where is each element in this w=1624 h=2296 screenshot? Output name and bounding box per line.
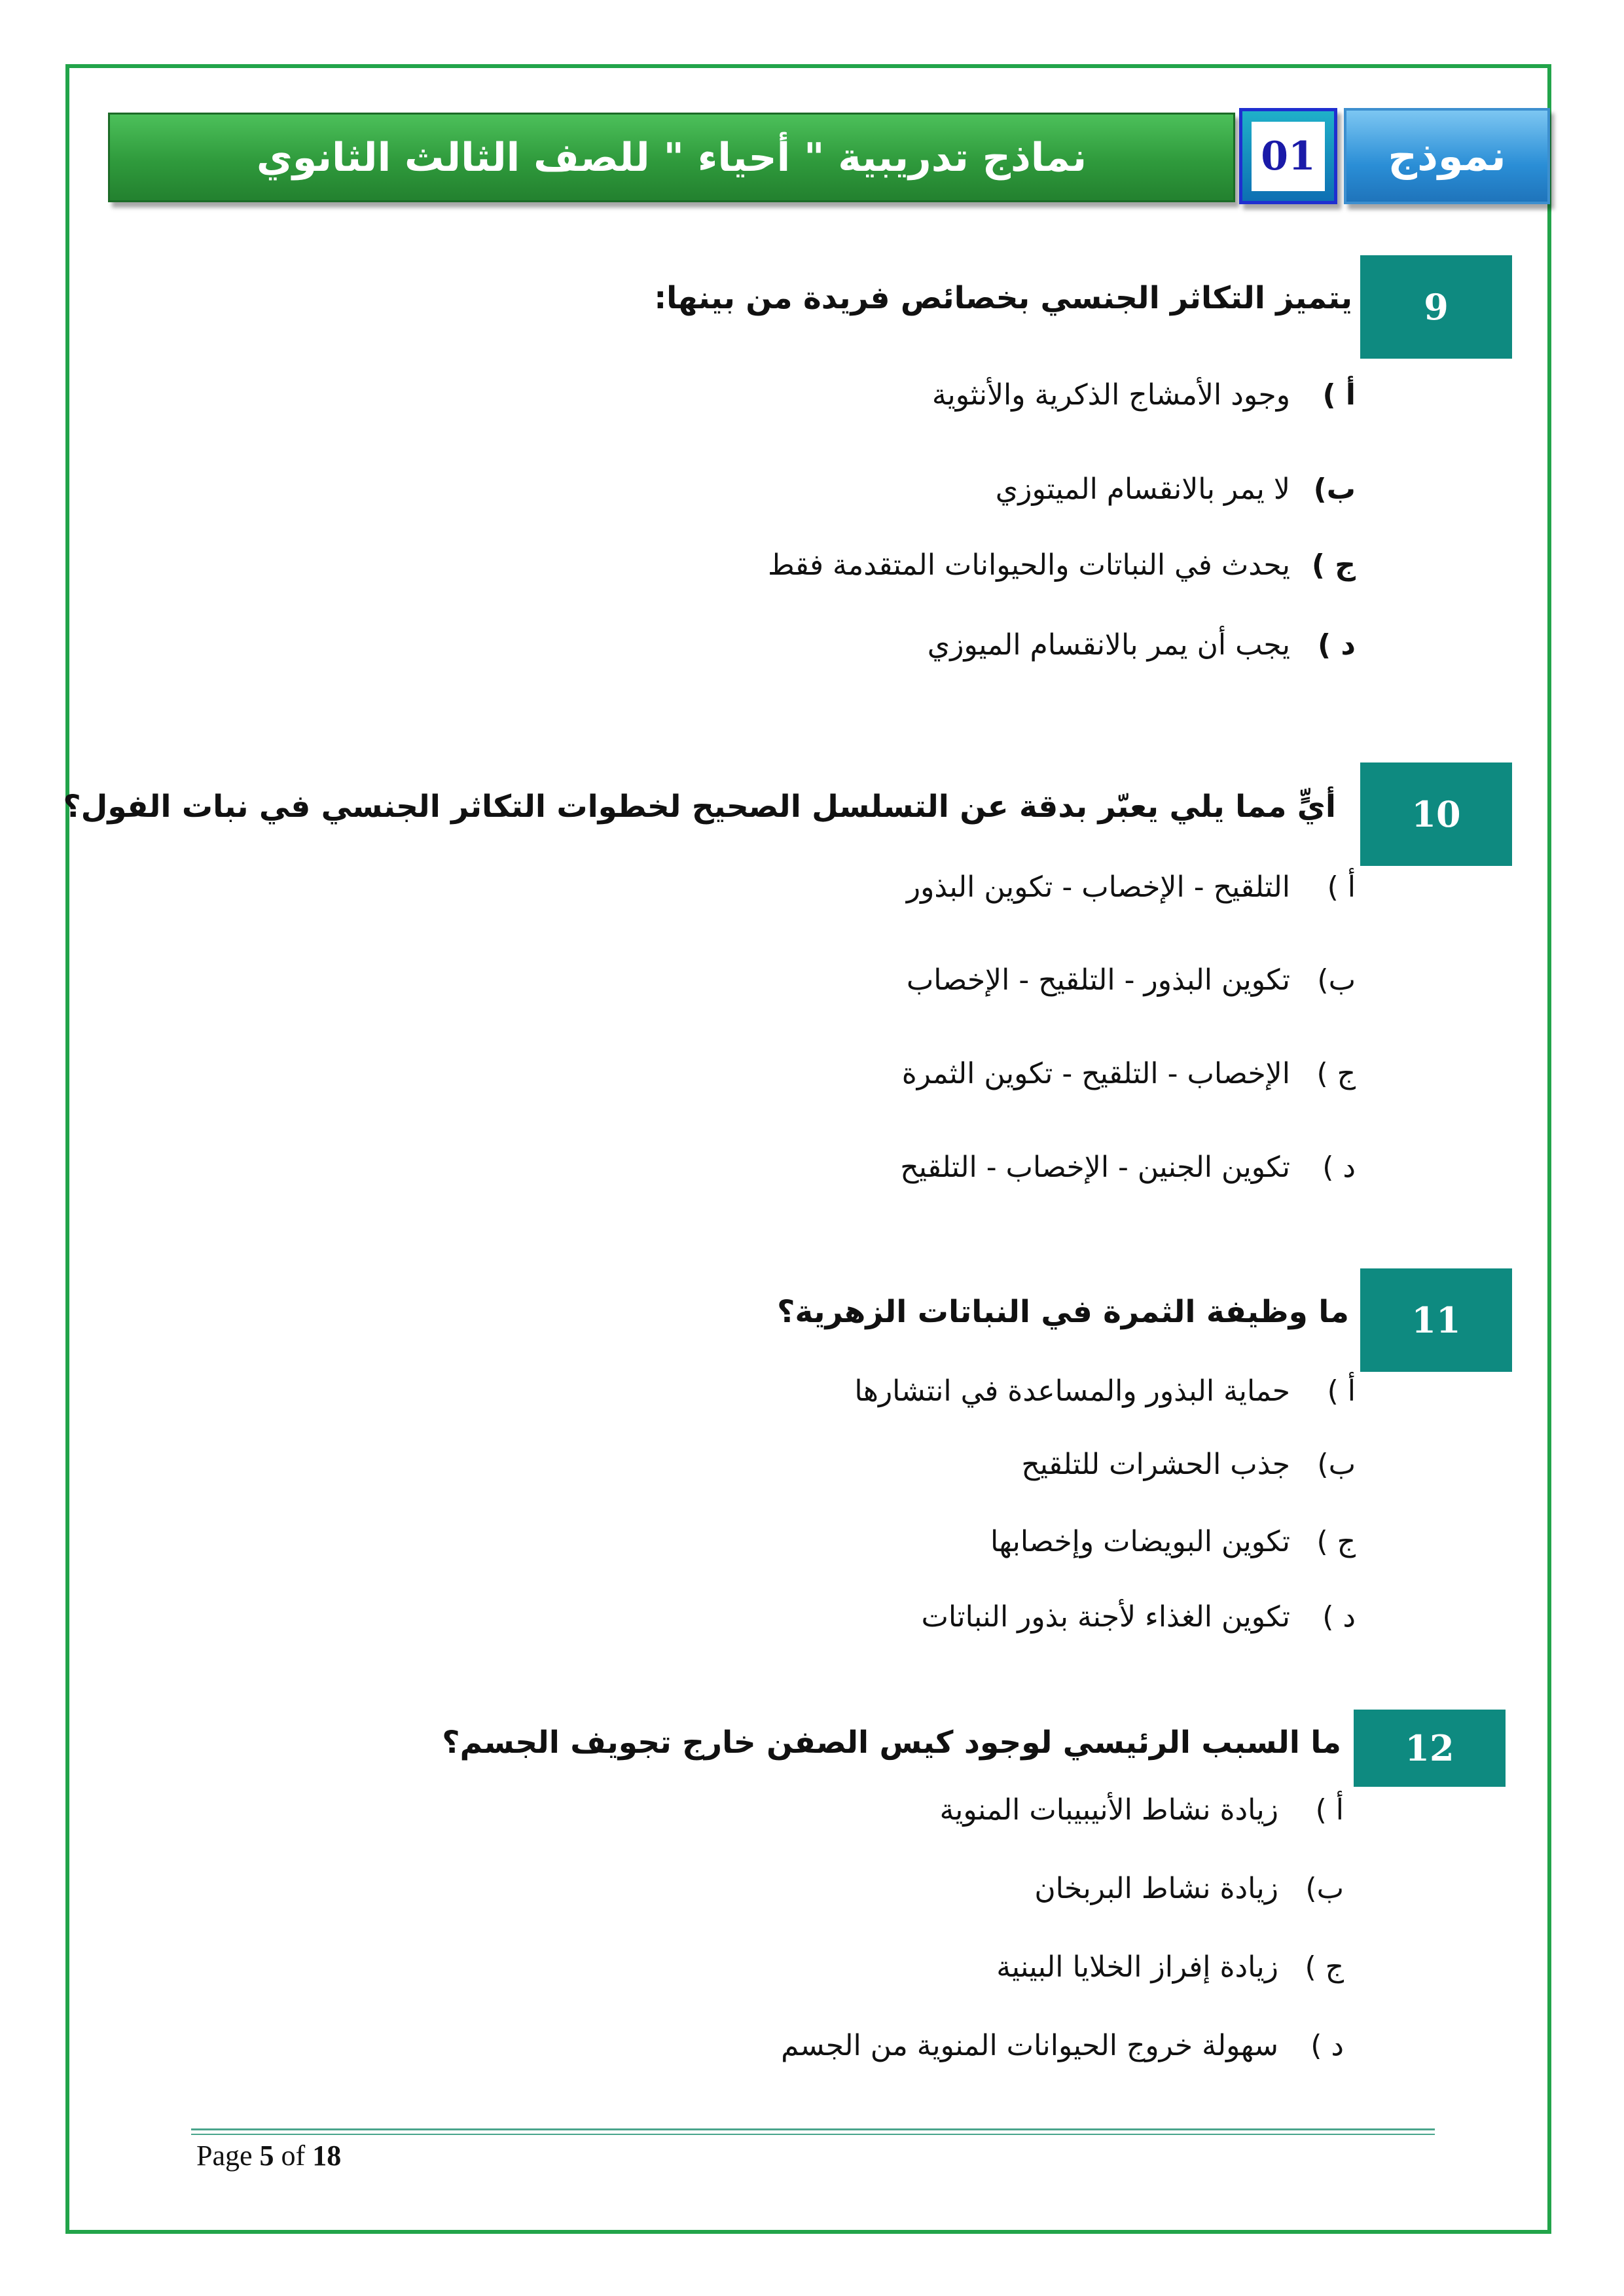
option-text: سهولة خروج الحيوانات المنوية من الجسم [781,2029,1278,2062]
option-text: تكوين الغذاء لأجنة بذور النباتات [921,1600,1290,1634]
option-text: زيادة نشاط البربخان [1034,1872,1278,1905]
question-text-11: ما وظيفة الثمرة في النباتات الزهرية؟ [777,1294,1349,1330]
option-9-c[interactable] [768,548,1356,582]
option-10-b[interactable] [907,963,1356,997]
option-text: زيادة نشاط الأنيبيبات المنوية [939,1793,1278,1827]
option-11-b[interactable] [1021,1448,1356,1481]
option-11-d[interactable] [922,1600,1356,1634]
option-letter: أ ) [1315,1793,1344,1827]
model-label: نموذج [1344,108,1550,204]
option-text: التلقيح - الإخصاب - تكوين البذور [906,870,1290,904]
header-title: نماذج تدريبية " أحياء " للصف الثالث الثانوي [108,113,1235,202]
of-word: of [281,2140,306,2172]
option-10-d[interactable] [900,1151,1356,1184]
option-9-d[interactable] [928,628,1356,662]
option-text: الإخصاب - التلقيح - تكوين الثمرة [901,1057,1290,1090]
option-text: جذب الحشرات للتلقيح [1021,1448,1290,1481]
option-letter: د ) [1317,628,1356,662]
option-letter: ب) [1313,473,1356,506]
model-number-box [1239,108,1337,204]
question-text-10: أيٍّ مما يلي يعبّر بدقة عن التسلسل الصحيح لخطوات التكاثر الجنسي في نبات الفول؟ [63,789,1336,825]
option-12-c[interactable] [996,1950,1344,1984]
option-text: يحدث في النباتات والحيوانات المتقدمة فقط [768,548,1290,582]
option-text: لا يمر بالانقسام الميتوزي [995,473,1290,506]
option-text: تكوين البذور - التلقيح - الإخصاب [906,963,1290,997]
option-letter: ج ) [1305,1950,1344,1984]
option-letter: أ ) [1327,1374,1356,1408]
option-10-a[interactable] [907,870,1356,904]
option-letter: ج ) [1311,548,1356,582]
option-12-a[interactable] [939,1793,1344,1827]
option-12-b[interactable] [1034,1872,1344,1905]
model-number: 01 [1252,122,1325,191]
option-10-c[interactable] [902,1057,1356,1090]
option-letter: أ ) [1322,378,1356,412]
option-letter: ج ) [1316,1057,1356,1090]
option-9-b[interactable] [996,473,1356,506]
option-12-d[interactable] [781,2029,1344,2062]
option-letter: ب) [1305,1872,1344,1905]
question-number-9: 9 [1360,255,1512,359]
option-text: وجود الأمشاج الذكرية والأنثوية [931,378,1290,412]
page-number [196,2139,341,2172]
option-11-a[interactable] [854,1374,1356,1408]
option-text: يجب أن يمر بالانقسام الميوزي [927,628,1290,662]
option-text: زيادة إفراز الخلايا البينية [996,1950,1278,1984]
option-letter: د ) [1310,2029,1344,2062]
option-letter: ج ) [1316,1525,1356,1558]
question-number-12: 12 [1354,1710,1506,1787]
page-word: Page [196,2140,253,2172]
option-letter: د ) [1322,1600,1356,1634]
question-number-10: 10 [1360,762,1512,866]
question-number-11: 11 [1360,1268,1512,1372]
current-page: 5 [259,2140,274,2172]
option-11-c[interactable] [990,1525,1356,1558]
total-pages: 18 [312,2140,342,2172]
option-text: تكوين الجنين - الإخصاب - التلقيح [900,1151,1290,1184]
question-text-9: يتميز التكاثر الجنسي بخصائص فريدة من بينها: [654,280,1352,316]
option-text: تكوين البويضات وإخصابها [990,1525,1290,1558]
footer-rule [191,2128,1435,2130]
option-letter: ب) [1317,1448,1356,1481]
option-letter: ب) [1317,963,1356,997]
footer-rule-thin [191,2134,1435,2135]
question-text-12: ما السبب الرئيسي لوجود كيس الصفن خارج تجويف الجسم؟ [442,1725,1341,1761]
option-9-a[interactable] [932,378,1356,412]
option-letter: د ) [1322,1151,1356,1184]
option-text: حماية البذور والمساعدة في انتشارها [854,1374,1290,1408]
option-letter: أ ) [1327,870,1356,904]
